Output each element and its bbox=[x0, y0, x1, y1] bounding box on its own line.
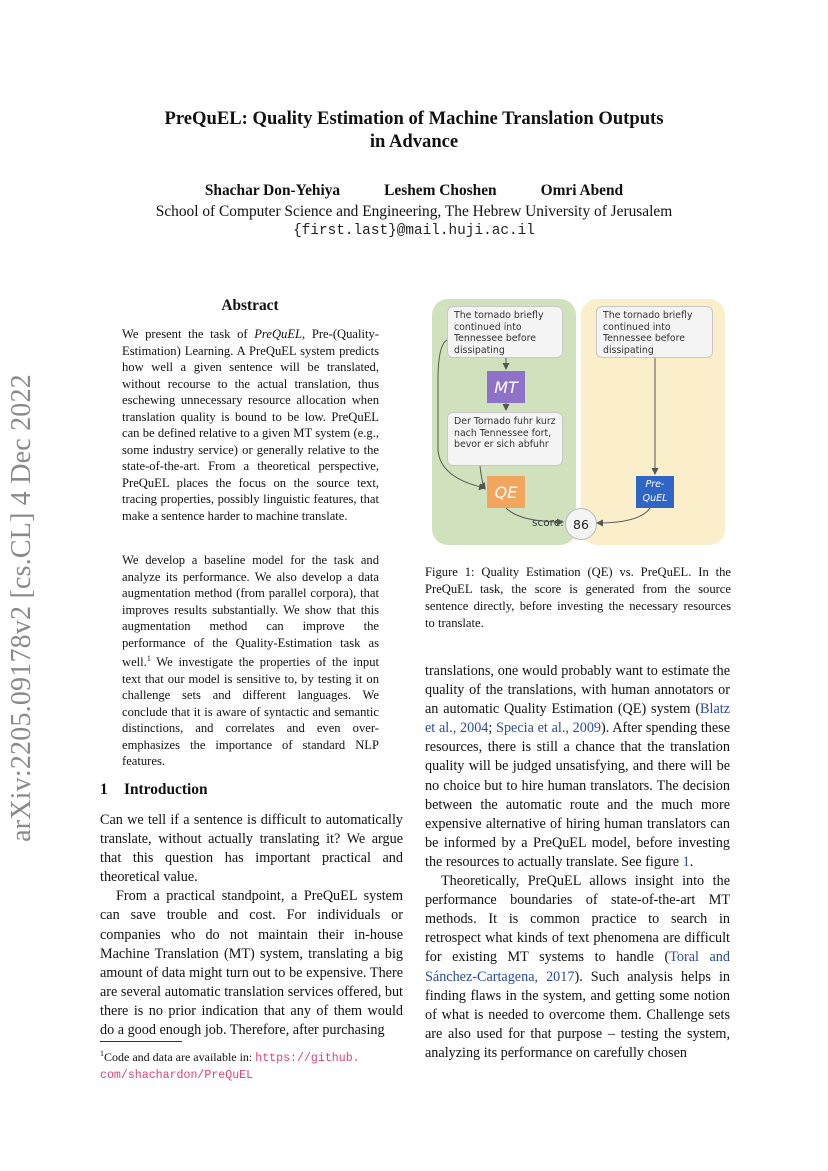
citation-separator: ; bbox=[488, 720, 497, 737]
citation-blatz[interactable]: Blatz et al., 2004 bbox=[425, 701, 730, 737]
source-sentence-left: The tornado briefly continued into Tennessee before dissipating bbox=[447, 306, 563, 358]
right-p2-a: Theoretically, PreQuEL allows insight into the performance boundaries of state-of-the-art MT methods. It is common practice to search in retrospect what kinds of text phenomena are difficult for existing MT systems to handle ( bbox=[425, 873, 730, 966]
author-1: Shachar Don-Yehiya bbox=[204, 182, 341, 199]
figure-caption: Figure 1: Quality Estimation (QE) vs. PreQuEL. In the PreQuEL task, the score is generated from the source sentence directly, before investing the necessary resources to translate. bbox=[425, 565, 731, 630]
score-value: 86 bbox=[565, 508, 597, 540]
footnote-url-part-2[interactable]: com/shachardon/PreQuEL bbox=[100, 1068, 254, 1082]
translation-output: Der Tornado fuhr kurz nach Tennessee fort, bevor er sich abfuhr bbox=[447, 412, 563, 466]
right-paragraph-2 bbox=[425, 872, 730, 1063]
title-line-2: in Advance bbox=[369, 131, 459, 152]
mt-system-box: MT bbox=[487, 371, 525, 403]
author-3: Omri Abend bbox=[540, 182, 624, 199]
arxiv-identifier[interactable]: arXiv:2205.09178v2 [cs.CL] 4 Dec 2022 bbox=[6, 374, 37, 842]
footnote-text: Code and data are available in: bbox=[104, 1050, 256, 1064]
source-sentence-right: The tornado briefly continued into Tennessee before dissipating bbox=[596, 306, 713, 358]
abstract-p2-b: We investigate the properties of the input text that our model is sensitive to, by testing it on challenge sets and different languages. We conclude that it is aware of syntactic and semantic distinctions, and correlates and even over-emphasizes the importance of standard NLP features. bbox=[122, 655, 379, 769]
section-title: Introduction bbox=[124, 781, 208, 798]
abstract-heading: Abstract bbox=[221, 297, 279, 314]
right-p1-a: translations, one would probably want to estimate the quality of the translations, with human annotators or an automatic Quality Estimation (QE) system ( bbox=[425, 663, 730, 718]
prequel-label-2: QuEL bbox=[642, 493, 668, 504]
intro-right-column bbox=[425, 662, 730, 1063]
section-number: 1 bbox=[100, 781, 108, 798]
author-2: Leshem Choshen bbox=[384, 182, 497, 199]
figure-reference[interactable]: 1 bbox=[682, 853, 690, 870]
right-p1-b: ). After spending these resources, there is still a chance that the translation quality will be judged unsatisfying, and there will be no choice but to hire human translators. The decision between the automatic route and the much more expensive alternative of hiring human translators can be informed by a PreQuEL model, before investing the resources to actually translate. See figure bbox=[425, 720, 730, 870]
footnote-mark: 1 bbox=[100, 1049, 104, 1058]
intro-paragraph-1: Can we tell if a sentence is difficult to automatically translate, without actually translating it? We argue that this question has important practical and theoretical value. bbox=[100, 812, 403, 886]
author-email: {first.last}@mail.huji.ac.il bbox=[293, 223, 535, 239]
prequel-label-1: Pre- bbox=[645, 479, 665, 490]
title-line-1: PreQuEL: Quality Estimation of Machine Translation Outputs bbox=[164, 108, 664, 129]
abstract-p2-a: We develop a baseline model for the task and analyze its performance. We also develop a data augmentation method (from parallel corpora), that improves results substantially. We show that this augmentation method can improve the performance of the Quality-Estimation task as well. bbox=[122, 553, 379, 670]
affiliation: School of Computer Science and Engineering, The Hebrew University of Jerusalem bbox=[155, 203, 673, 220]
abstract-p1-lead: We present the task of bbox=[122, 327, 255, 341]
right-p2-b: ). Such analysis helps in finding flaws in the system, and getting some notion of what is needed to overcome them. Challenge sets are also used for that purpose – testing the system, analyzing its performance on carefully chosen bbox=[425, 968, 730, 1061]
arrow-translation-to-qe bbox=[480, 466, 485, 489]
arrow-source-bypass-to-qe bbox=[438, 340, 485, 488]
arrow-qe-to-score bbox=[506, 508, 563, 522]
score-label: score: bbox=[532, 517, 564, 529]
footnote-marker[interactable]: 1 bbox=[146, 654, 151, 663]
abstract-p1-rest: , Pre-(Quality-Estimation) Learning. A PreQuEL system predicts how well a given sentence will be translated, without recourse to the actual translation, thus eschewing unnecessary resource allocation when translation quality is bound to be low. PreQuEL can be defined relative to a given MT system (e.g., some industry service) or generally relative to the state-of-the-art. From a theoretical perspective, PreQuEL places the focus on the source text, tracing properties, possibly linguistic features, that make a sentence harder to machine translate. bbox=[122, 327, 379, 523]
abstract-term: PreQuEL bbox=[254, 327, 303, 341]
intro-paragraph-2: From a practical standpoint, a PreQuEL system can save trouble and cost. For individuals or companies who do not maintain their in-house Machine Translation (MT) system, translating a big amount of data might turn out to be expensive. There are several automatic translation services offered, but there is no prior indication that any of them would do a good enough job. Therefore, after purchasing bbox=[100, 888, 403, 1039]
arrow-prequel-to-score bbox=[597, 508, 650, 523]
right-paragraph-1 bbox=[425, 662, 730, 872]
right-p1-end: . bbox=[689, 853, 694, 870]
citation-toral[interactable]: Toral and Sánchez-Cartagena, 2017 bbox=[425, 949, 730, 985]
qe-box: QE bbox=[487, 476, 525, 508]
footnote-url-part-1[interactable]: https://github. bbox=[255, 1052, 360, 1065]
citation-specia[interactable]: Specia et al., 2009 bbox=[496, 720, 602, 737]
